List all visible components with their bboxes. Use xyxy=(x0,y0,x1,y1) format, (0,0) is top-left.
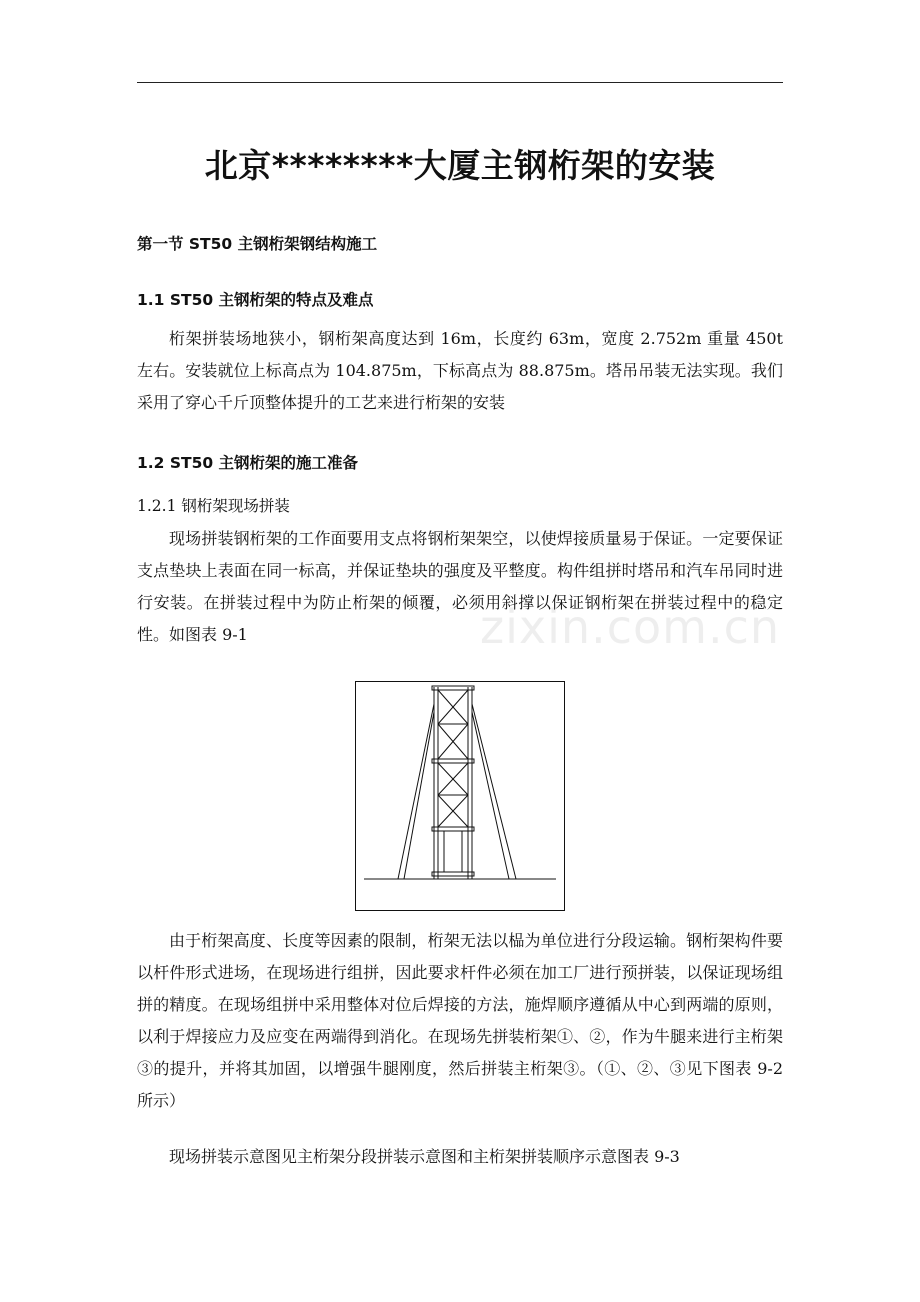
shore-right-inner xyxy=(472,712,509,879)
page-title: 北京********大厦主钢桁架的安装 xyxy=(204,146,716,185)
paragraph-assembly-3: 现场拼装示意图见主桁架分段拼装示意图和主桁架拼装顺序示意图表 9-3 xyxy=(169,1147,680,1166)
heading-1-2: 1.2 ST50 主钢桁架的施工准备 xyxy=(137,454,359,472)
paragraph-1-1: 桁架拼装场地狭小，钢桁架高度达到 16m，长度约 63m，宽度 2.752m 重量 450t 左右。安装就位上标高点为 104.875m，下标高点为 88.875m。塔吊吊装无法实现。我们采用了穿心千斤顶整体提升的工艺来进行桁架的安装 xyxy=(137,329,783,412)
shore-left-inner xyxy=(404,712,434,879)
shore-left-outer xyxy=(398,704,434,879)
header-rule xyxy=(137,82,783,83)
shore-right-outer xyxy=(472,704,516,879)
paragraph-assembly-1: 现场拼装钢桁架的工作面要用支点将钢桁架架空，以使焊接质量易于保证。一定要保证支点垫块上表面在同一标高，并保证垫块的强度及平整度。构件组拼时塔吊和汽车吊同时进行安装。在拼装过程中为防止桁架的倾覆，必须用斜撑以保证钢桁架在拼装过程中的稳定性。如图表 9-1 xyxy=(137,529,783,644)
section-heading: 第一节 ST50 主钢桁架钢结构施工 xyxy=(137,235,378,253)
watermark: zixin.com.cn xyxy=(480,600,781,654)
heading-1-1: 1.1 ST50 主钢桁架的特点及难点 xyxy=(137,291,374,309)
paragraph-assembly-2: 由于桁架高度、长度等因素的限制，桁架无法以榀为单位进行分段运输。钢桁架构件要以杆件形式进场，在现场进行组拼，因此要求杆件必须在加工厂进行预拼装，以保证现场组拼的精度。在现场组拼中采用整体对位后焊接的方法，施焊顺序遵循从中心到两端的原则，以利于焊接应力及应变在两端得到消化。在现场先拼装桁架①、②，作为牛腿来进行主桁架③的提升，并将其加固，以增强牛腿刚度，然后拼装主桁架③。（①、②、③见下图表 9-2 所示） xyxy=(137,931,783,1110)
heading-1-2-1: 1.2.1 钢桁架现场拼装 xyxy=(137,497,290,515)
truss-diagram xyxy=(356,682,564,910)
truss-figure xyxy=(355,681,565,911)
